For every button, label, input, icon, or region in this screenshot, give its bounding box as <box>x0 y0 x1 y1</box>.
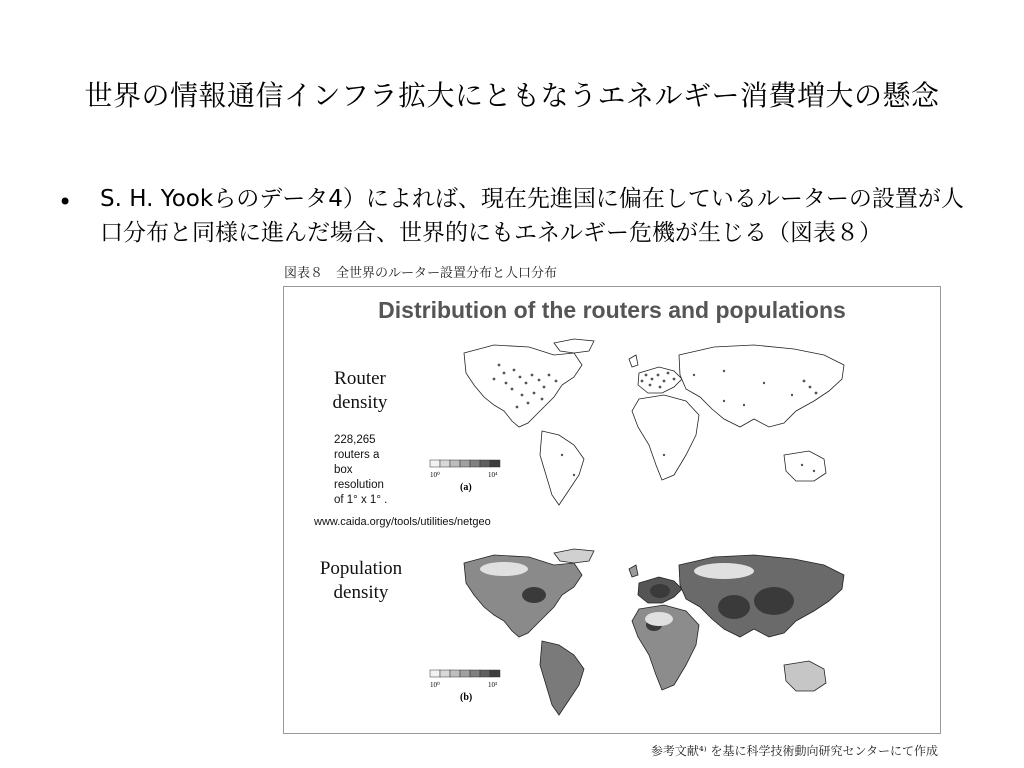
figure-box <box>283 286 941 734</box>
router-map <box>424 335 874 520</box>
router-stats-line: routers a <box>334 449 380 461</box>
population-map <box>424 545 874 730</box>
figure-caption: 図表８ 全世界のルーター設置分布と人口分布 <box>284 266 558 281</box>
scale-a-min: 10⁰ <box>430 471 440 479</box>
panel-a-label: (a) <box>460 482 472 493</box>
bullet-dot: • <box>58 188 73 216</box>
router-stats-line: box <box>334 464 353 476</box>
scale-b-max: 10³ <box>488 681 498 689</box>
continents-outline <box>464 339 844 505</box>
router-stats <box>334 433 387 508</box>
scale-a-max: 10⁴ <box>488 471 498 479</box>
bullet-text: S. H. Yookらのデータ4）によれば、現在先進国に偏在しているルーターの設置が人口分布と同様に進んだ場合、世界的にもエネルギー危機が生じる（図表８） <box>100 186 964 246</box>
panel-b-label: (b) <box>460 692 473 703</box>
router-stats-line: of 1° x 1° . <box>334 494 388 506</box>
router-legend-scale <box>430 460 500 467</box>
router-stats-line: 228,265 <box>334 434 376 446</box>
figure-title: Distribution of the routers and populations <box>378 297 846 323</box>
scale-b-min: 10⁰ <box>430 681 440 689</box>
population-legend-scale <box>430 670 500 677</box>
router-density-label: Router density <box>332 368 388 413</box>
population-density-label: Population density <box>319 558 403 603</box>
source-url: www.caida.orgy/tools/utilities/netgeo <box>314 516 491 528</box>
router-stats-line: resolution <box>334 479 384 491</box>
slide-title: 世界の情報通信インフラ拡大にともなうエネルギー消費増大の懸念 <box>84 79 940 112</box>
source-note: 参考文献⁴⁾ を基に科学技術動向研究センターにて作成 <box>650 744 938 758</box>
